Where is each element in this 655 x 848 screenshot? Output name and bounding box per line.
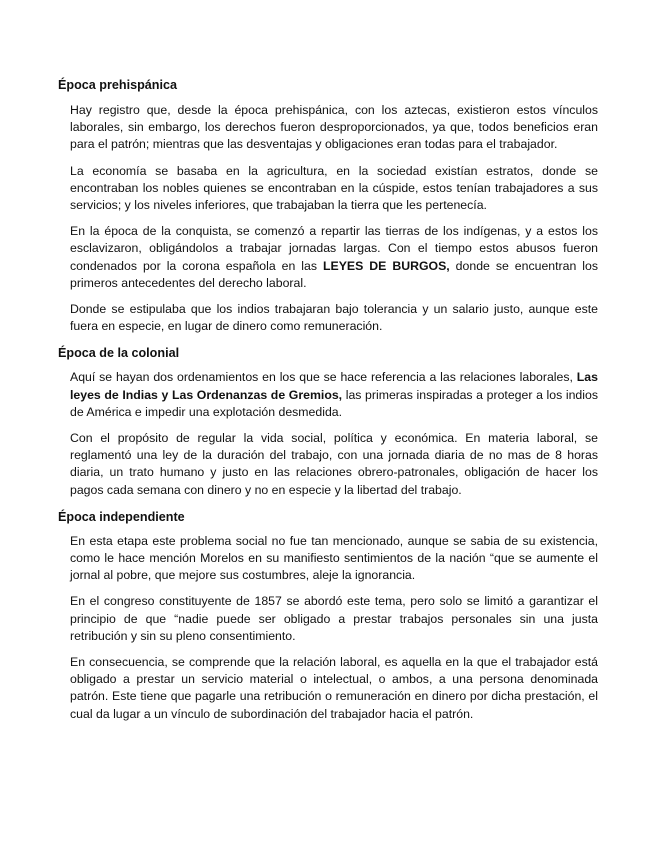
paragraph-text: Aquí se hayan dos ordenamientos en los que se hace referencia a las relaciones laborales, bbox=[70, 370, 577, 385]
document-body bbox=[58, 78, 598, 723]
section-heading-prehispanic: Época prehispánica bbox=[58, 78, 177, 92]
paragraph bbox=[70, 369, 598, 421]
paragraph-text: En la época de la conquista, se comenzó a repartir las tierras de los indígenas, y a estos los esclavizaron, obligándolos a trabajar jornadas largas. Con el tiempo estos abusos fueron condenados por la corona española en las bbox=[70, 224, 598, 273]
paragraph: Con el propósito de regular la vida social, política y económica. En materia laboral, se reglamentó una ley de la duración del trabajo, con una jornada diaria de no mas de 8 horas diaria, un trato humano y justo en las relaciones obrero-patronales, obligación de hacer los pagos cada semana con dinero y no en especie y la libertad del trabajo. bbox=[70, 431, 598, 497]
paragraph bbox=[70, 223, 598, 292]
paragraph: Donde se estipulaba que los indios trabajaran bajo tolerancia y un salario justo, aunque este fuera en especie, en lugar de dinero como remuneración. bbox=[70, 302, 598, 334]
paragraph: Hay registro que, desde la época prehispánica, con los aztecas, existieron estos vínculos laborales, sin embargo, los derechos fueron desproporcionados, ya que, todos beneficios eran para el patrón; mientras que las desventajas y obligaciones eran todas para el trabajador. bbox=[70, 103, 598, 152]
paragraph: En esta etapa este problema social no fue tan mencionado, aunque se sabia de su existencia, como le hace mención Morelos en su manifiesto sentimientos de la nación “que se aumente el jornal al pobre, que mejore sus costumbres, aleje la ignorancia. bbox=[70, 533, 598, 583]
paragraph: En consecuencia, se comprende que la relación laboral, es aquella en la que el trabajador está obligado a prestar un servicio material o intelectual, o ambos, a una persona denominada patrón. Este tiene que pagarle una retribución o remuneración en dinero por dicha prestación, el cual da lugar a un vínculo de subordinación del trabajador hacia el patrón. bbox=[70, 655, 598, 721]
paragraph-text: las primeras inspiradas a proteger a los indios de América e impedir una explotación desmedida. bbox=[70, 387, 598, 419]
paragraph-text: donde se encuentran los primeros antecedentes del derecho laboral. bbox=[70, 258, 598, 290]
section-heading-colonial: Época de la colonial bbox=[58, 346, 180, 361]
section-heading-independent: Época independiente bbox=[58, 509, 185, 524]
bold-term-leyes-de-burgos: LEYES DE BURGOS, bbox=[323, 258, 450, 273]
paragraph: En el congreso constituyente de 1857 se abordó este tema, pero solo se limitó a garantizar el principio de que “nadie puede ser obligado a prestar trabajos personales sin una justa retribución y sin su pleno consentimiento. bbox=[70, 594, 598, 643]
paragraph: La economía se basaba en la agricultura, en la sociedad existían estratos, donde se encontraban los nobles quienes se encontraban en la cúspide, estos tenían trabajadores a sus servicios; y los niveles inferiores, que trabajaban la tierra que les pertenecía. bbox=[70, 163, 598, 213]
bold-term-leyes-indias-ordenanzas: Las leyes de Indias y Las Ordenanzas de Gremios, bbox=[70, 370, 598, 402]
